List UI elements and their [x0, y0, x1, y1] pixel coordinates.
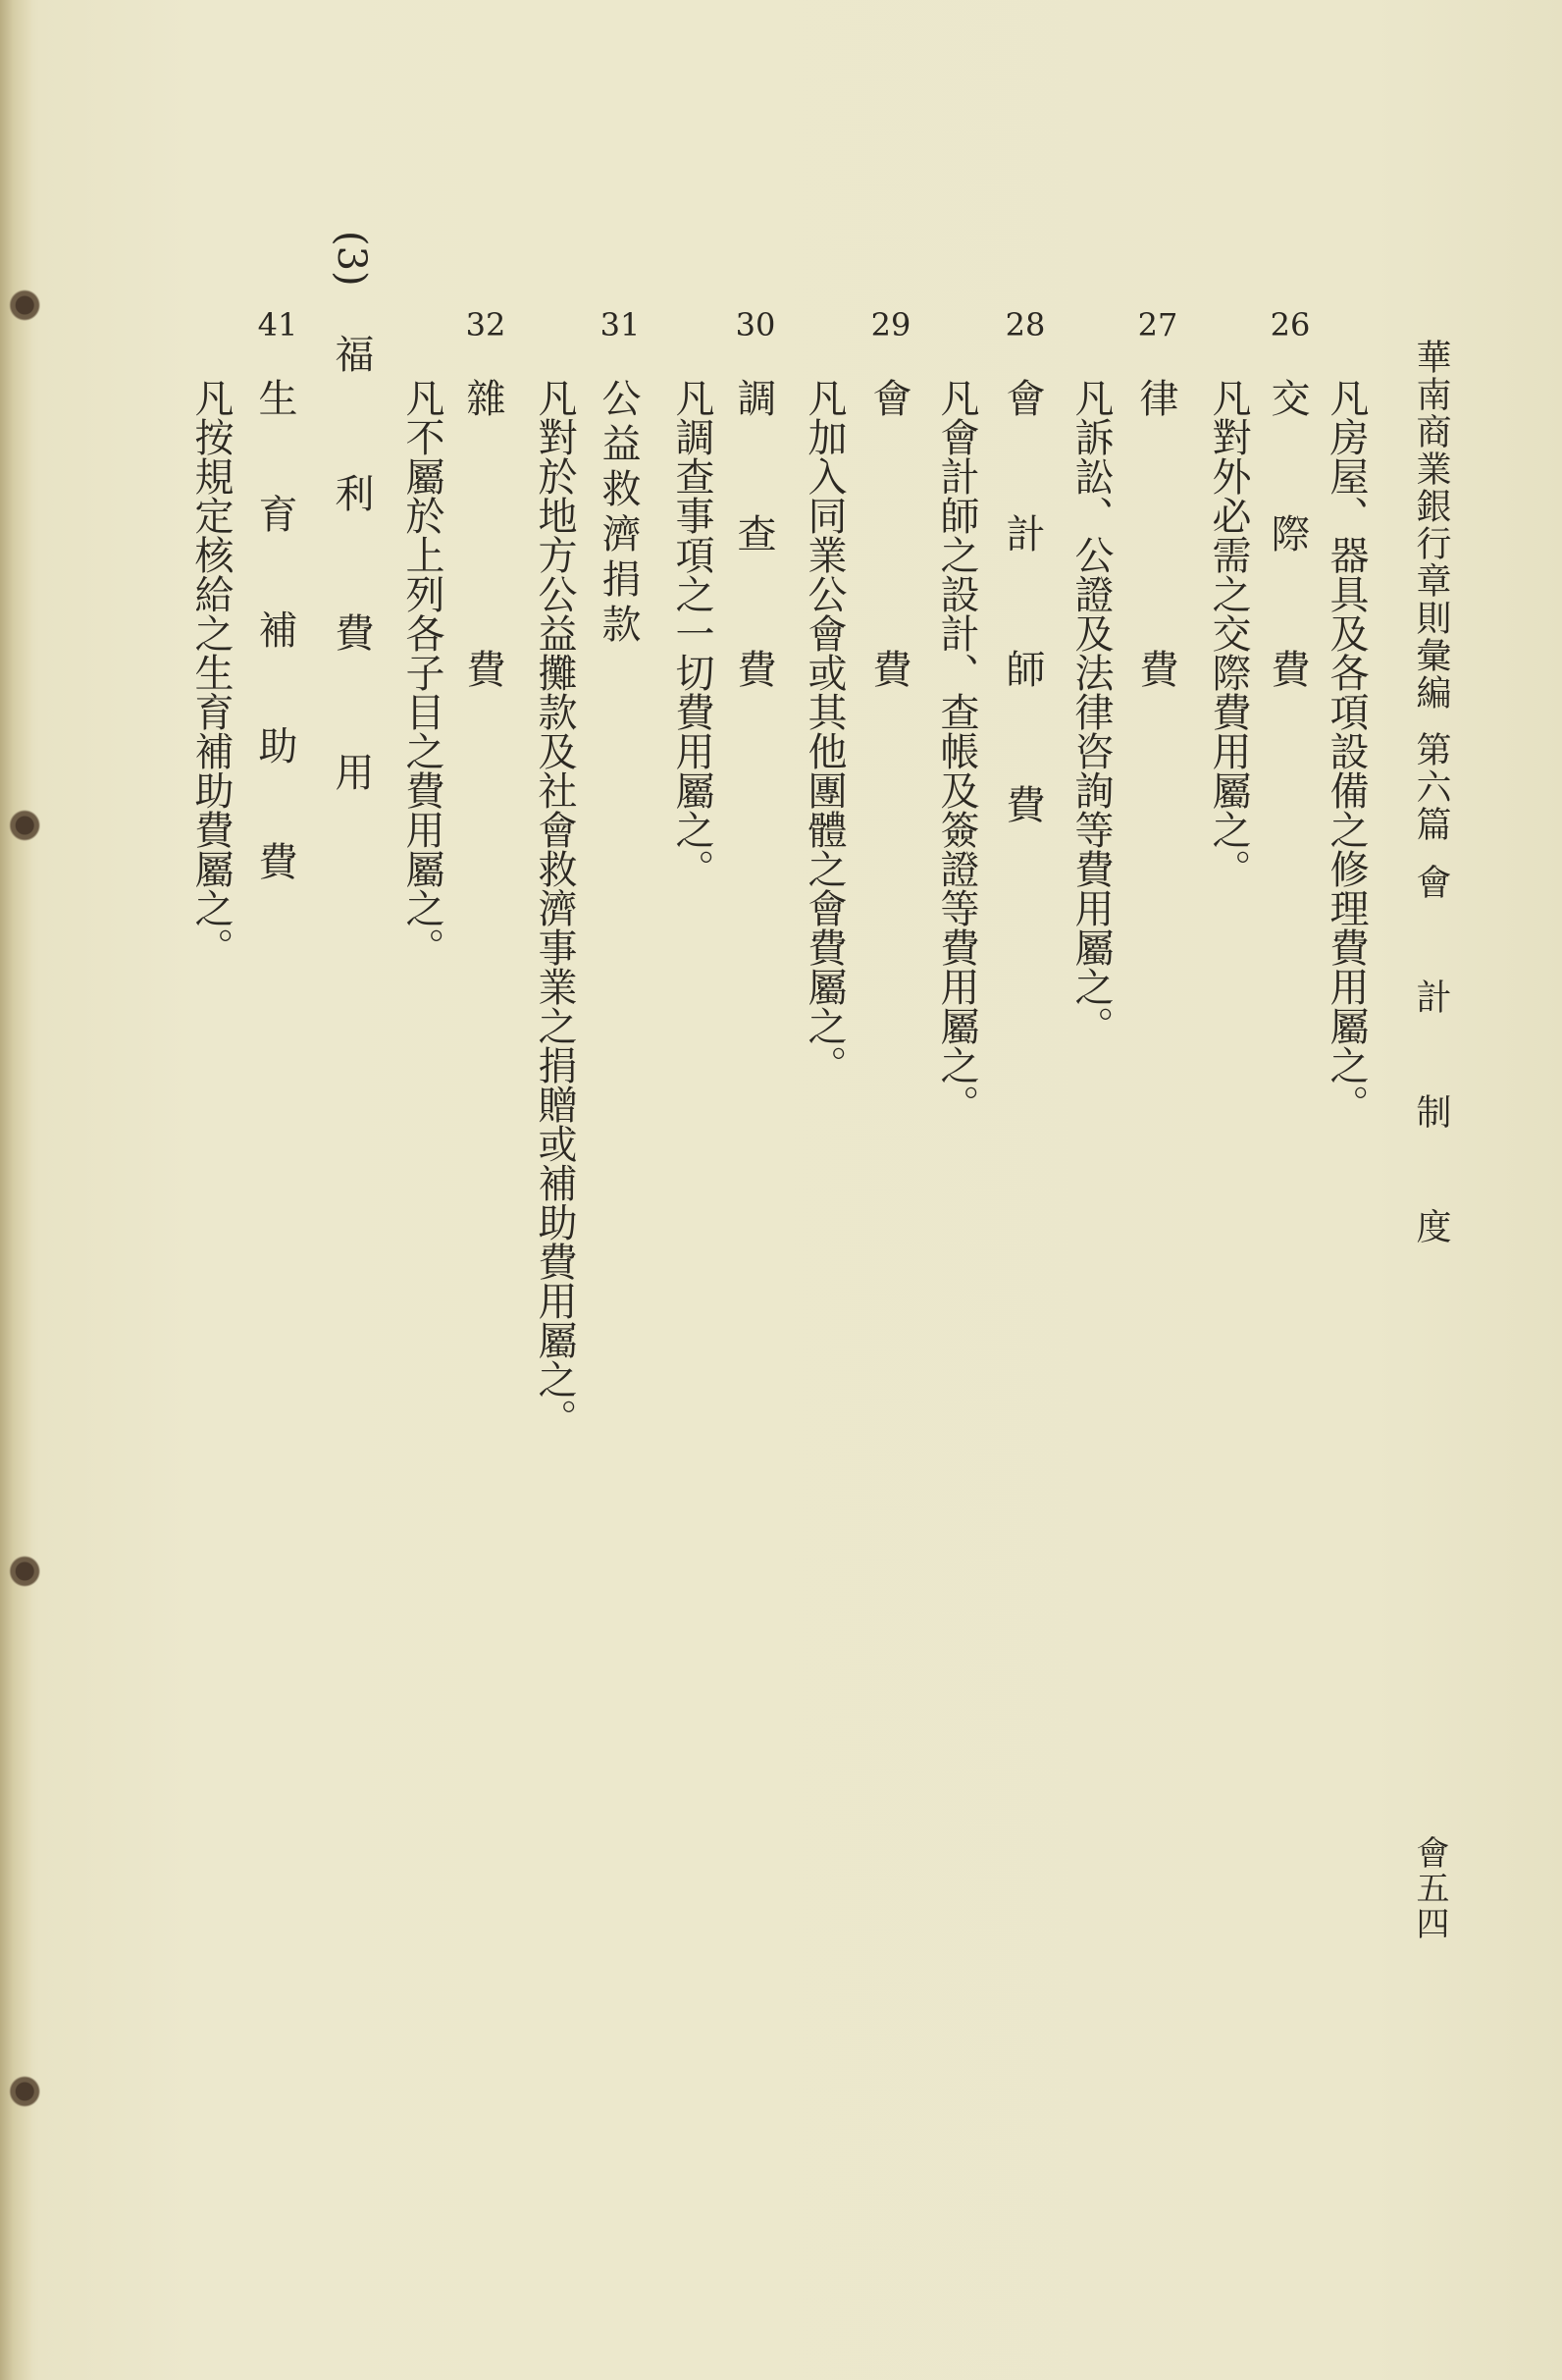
item-title: 律 費: [1133, 378, 1178, 714]
item-title: 公益救濟捐款: [596, 378, 641, 649]
item-description: 凡按規定核給之生育補助費屬之。: [188, 378, 234, 967]
binding-stitch: [0, 2071, 41, 2112]
subsection-title: 福 利 費 用: [329, 334, 374, 819]
binding-stitch: [0, 285, 41, 326]
running-header-section: 會 計 制 度: [1411, 864, 1451, 1263]
item-description: 凡房屋、器具及各項設備之修理費用屬之。: [1324, 378, 1369, 1124]
subsection-label: (3): [329, 231, 374, 287]
item-number: 31: [599, 306, 641, 344]
binding-stitch: [0, 1551, 41, 1592]
item-description: 凡訴訟、公證及法律咨詢等費用屬之。: [1068, 378, 1114, 1045]
running-header-chapter: 第六篇: [1411, 731, 1451, 843]
item-title: 會 計 師 費: [1000, 378, 1045, 849]
item-title: 會 費: [866, 378, 911, 714]
binding-edge: [0, 0, 31, 2380]
item-number: 28: [1005, 306, 1046, 344]
binding-stitch: [0, 805, 41, 846]
item-description: 凡加入同業公會或其他團體之會費屬之。: [802, 378, 847, 1084]
item-description: 凡不屬於上列各子目之費用屬之。: [399, 378, 444, 967]
item-number: 26: [1270, 306, 1311, 344]
item-title: 雜 費: [460, 378, 505, 714]
page-folio: 會五四: [1410, 1835, 1449, 1941]
item-number: 41: [257, 306, 298, 344]
item-number: 29: [870, 306, 911, 344]
item-number: 27: [1137, 306, 1178, 344]
item-title: 交 際 費: [1265, 378, 1310, 714]
item-number: 30: [735, 306, 776, 344]
item-description: 凡對於地方公益攤款及社會救濟事業之捐贈或補助費用屬之。: [532, 378, 577, 1438]
running-header-title: 華南商業銀行章則彙編: [1411, 339, 1451, 712]
item-description: 凡調查事項之一切費用屬之。: [669, 378, 714, 888]
item-description: 凡對外必需之交際費用屬之。: [1206, 378, 1251, 888]
item-description: 凡會計師之設計、查帳及簽證等費用屬之。: [934, 378, 979, 1124]
item-title: 生 育 補 助 費: [252, 378, 297, 896]
item-number: 32: [465, 306, 506, 344]
item-title: 調 查 費: [731, 378, 776, 714]
